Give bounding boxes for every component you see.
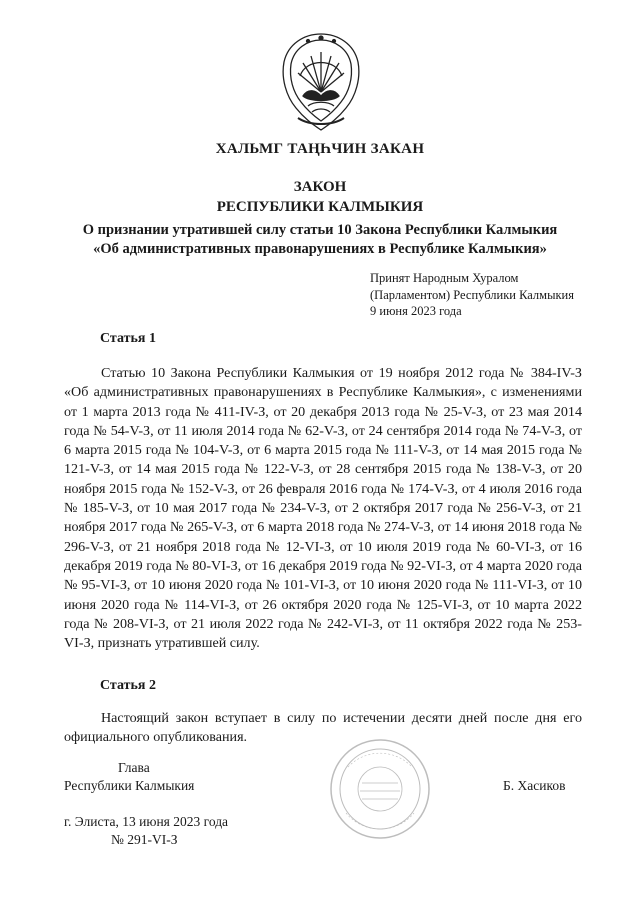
law-subject-line2: «Об административных правонарушениях в Республике Калмыкия»	[93, 241, 547, 257]
adoption-date: 9 июня 2023 года	[370, 304, 462, 318]
law-subject-line1: О признании утратившей силу статьи 10 Закона Республики Калмыкия	[82, 222, 558, 238]
article-2-text: Настоящий закон вступает в силу по истечении десяти дней после дня его официального опубликования.	[64, 710, 582, 746]
adoption-line2: (Парламентом) Республики Калмыкия	[370, 287, 574, 302]
signatory-title-line1: Глава	[118, 760, 150, 775]
signatory-name: Б. Хасиков	[503, 778, 566, 793]
coat-of-arms-icon	[278, 30, 364, 136]
place-date-line: г. Элиста, 13 июня 2023 года	[64, 814, 229, 829]
article-2-title: Статья 2	[100, 678, 156, 693]
adoption-note	[370, 270, 574, 320]
article-1-title: Статья 1	[100, 331, 156, 346]
signatory-title-line2: Республики Калмыкия	[64, 778, 195, 793]
article-1-text: Статью 10 Закона Республики Калмыкия от 19 ноября 2012 года № 384-IV-З «Об административных правонарушениях в Республике Калмыкия», с изменениями от 1 марта 2013 года № 411-IV-З, от 20 декабря 2013 года № 25-V-З, от 23 мая 2014 года № 54-V-З, от 11 июля 2014 года № 62-V-З, от 24 сентября 2014 года № 74-V-З, от 6 марта 2015 года № 104-V-З, от 6 марта 2015 года № 111-V-З, от 14 мая 2015 года № 121-V-З, от 14 мая 2015 года № 122-V-З, от 28 сентября 2015 года № 138-V-З, от 20 ноября 2015 года № 152-V-З, от 26 февраля 2016 года № 174-V-З, от 4 июля 2016 года № 185-V-З, от 10 мая 2017 года № 234-V-З, от 2 октября 2017 года № 256-V-З, от 21 ноября 2017 года № 265-V-З, от 6 марта 2018 года № 274-V-З, от 14 июня 2018 года № 296-V-З, от 21 ноября 2018 года № 12-VI-З, от 10 июля 2019 года № 60-VI-З, от 16 декабря 2019 года № 80-VI-З, от 16 декабря 2019 года № 92-VI-З, от 4 марта 2020 года № 95-VI-З, от 10 июня 2020 года № 101-VI-З, от 10 июня 2020 года № 111-VI-З, от 10 июня 2020 года № 114-VI-З, от 26 октября 2020 года № 125-VI-З, от 10 марта 2022 года № 208-VI-З, от 21 июля 2022 года № 242-VI-З, от 11 октября 2022 года № 253-VI-З, признать утратившей силу.	[64, 365, 582, 652]
kalmyk-title: ХАЛЬМГ ТАҢҺЧИН ЗАКАН	[215, 141, 425, 157]
official-stamp-icon	[328, 737, 432, 841]
law-number: № 291-VI-З	[111, 832, 178, 847]
adoption-line1: Принят Народным Хуралом	[370, 271, 519, 285]
law-word: ЗАКОН	[293, 179, 347, 195]
signatory-title	[64, 759, 194, 795]
place-and-date	[64, 813, 228, 849]
republic-title: РЕСПУБЛИКИ КАЛМЫКИЯ	[216, 199, 424, 215]
